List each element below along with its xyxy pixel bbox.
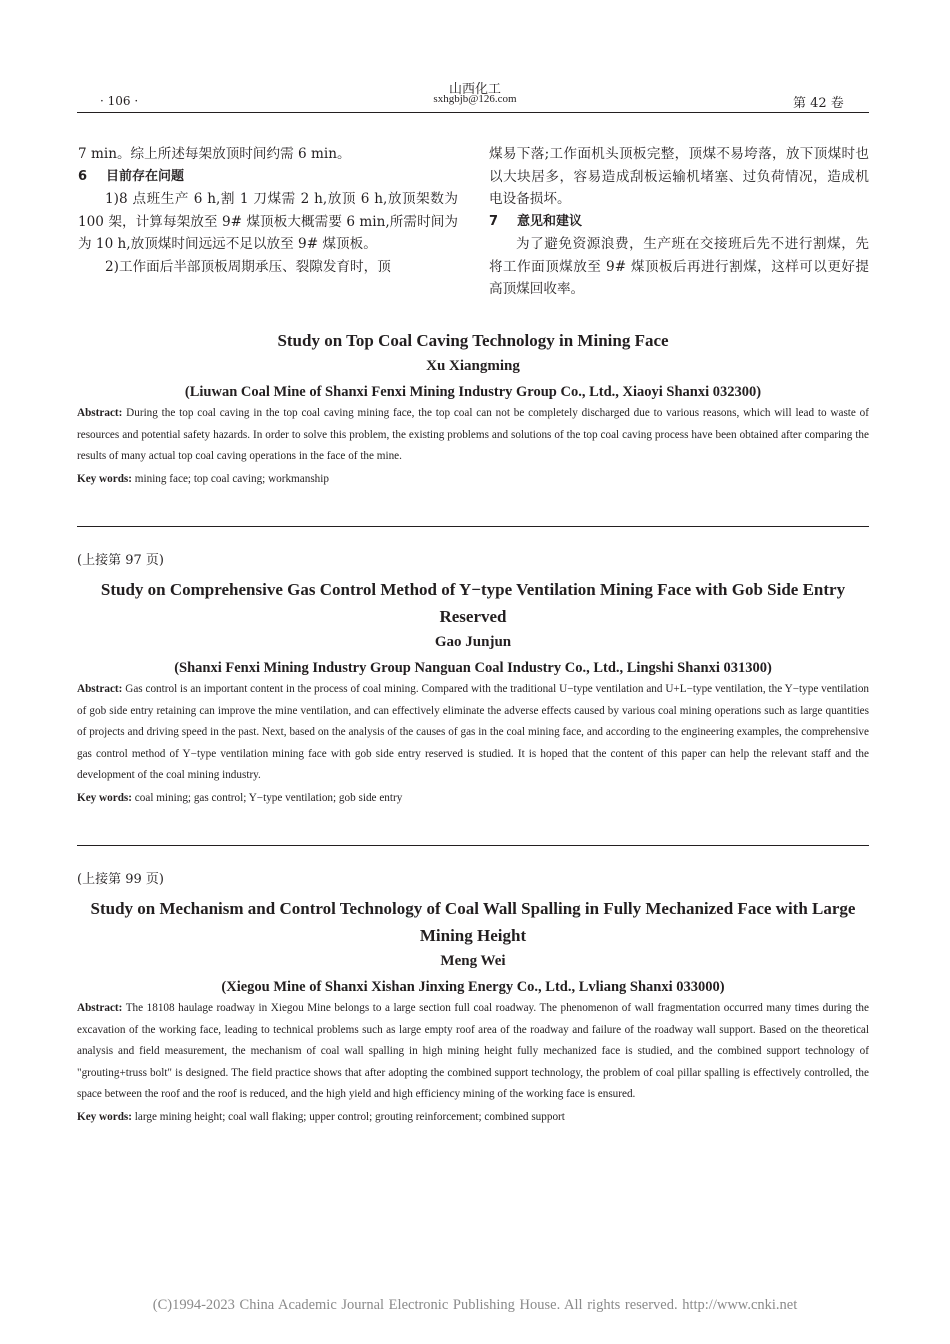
- paper-keywords: [77, 1108, 869, 1126]
- page-number: · 106 ·: [100, 94, 139, 108]
- section-number: 6: [78, 168, 88, 184]
- keywords-text: mining face; top coal caving; workmanship: [134, 472, 329, 485]
- paper-author: Gao Junjun: [434, 634, 512, 650]
- header-divider: [77, 112, 869, 113]
- left-column: [78, 143, 458, 278]
- copyright-footer: (C)1994-2023 China Academic Journal Electronic Publishing House. All rights reserved. http://www.cnki.net: [152, 1297, 798, 1313]
- abstract-label: Abstract:: [77, 407, 123, 419]
- paper-title: Study on Top Coal Caving Technology in Mining Face: [277, 331, 669, 350]
- keywords-label: Key words:: [77, 791, 132, 804]
- abstract-label: Abstract:: [77, 1002, 123, 1014]
- section-divider: [77, 845, 869, 846]
- section-divider: [77, 526, 869, 527]
- english-abstract-2: [77, 576, 869, 807]
- paper-affiliation: (Liuwan Coal Mine of Shanxi Fenxi Mining Industry Group Co., Ltd., Xiaoyi Shanxi 032300): [184, 384, 762, 400]
- section-title: 意见和建议: [517, 213, 583, 229]
- continuation-note: (上接第 99 页): [77, 872, 164, 887]
- paper-abstract: [77, 403, 869, 468]
- keywords-label: Key words:: [77, 472, 132, 485]
- journal-email: sxhgbjb@126.com: [433, 93, 517, 105]
- volume-label: 第 42 卷: [793, 96, 844, 111]
- paper-title: Study on Comprehensive Gas Control Method of Y−type Ventilation Mining Face with Gob Side Entry Reserved: [100, 580, 846, 626]
- paper-title: Study on Mechanism and Control Technology of Coal Wall Spalling in Fully Mechanized Face with Large Mining Height: [90, 899, 856, 945]
- paper-affiliation: (Xiegou Mine of Shanxi Xishan Jinxing Energy Co., Ltd., Lvliang Shanxi 033000): [221, 979, 725, 995]
- paragraph: 煤易下落;工作面机头顶板完整，顶煤不易垮落，放下顶煤时也以大块居多，容易造成刮板运输机堵塞、过负荷情况，造成机电设备损坏。: [489, 146, 869, 207]
- english-abstract-3: [77, 895, 869, 1126]
- section-number: 7: [489, 213, 499, 229]
- section-heading-6: [78, 166, 458, 189]
- keywords-text: coal mining; gas control; Y−type ventilation; gob side entry: [134, 791, 403, 804]
- paragraph: 为了避免资源浪费，生产班在交接班后先不进行割煤，先将工作面顶煤放至 9# 煤顶板后再进行割煤，这样可以更好提高顶煤回收率。: [489, 236, 869, 297]
- paper-keywords: [77, 789, 869, 807]
- abstract-text: The 18108 haulage roadway in Xiegou Mine belongs to a large section full coal roadway. The phenomenon of wall fragmentation occurred many times during the excavation of the working face, leading to technical problems such as large empty roof area of the roadway and failure of the roadway wall support. Based on the theoretical analysis and field measurement, the mechanism of coal wall spalling in high mining height fully mechanized face is studied, and the combined support technology of "grouting+truss bolt" is designed. The field practice shows that after adopting the combined support technology, the problem of coal pillar spalling is effectively controlled, the space between the roof and the roof is reduced, and the high yield and high efficiency mining of the working face is ensured.: [77, 1002, 869, 1101]
- section-title: 目前存在问题: [106, 168, 185, 184]
- section-heading-7: [489, 211, 869, 234]
- paragraph: 7 min。综上所述每架放顶时间约需 6 min。: [78, 146, 351, 162]
- paper-keywords: [77, 470, 869, 488]
- paragraph: 2)工作面后半部顶板周期承压、裂隙发育时，顶: [105, 258, 391, 275]
- paper-author: Meng Wei: [440, 953, 506, 969]
- abstract-text: Gas control is an important content in the process of coal mining. Compared with the traditional U−type ventilation and U+L−type ventilation, the Y−type ventilation of gob side entry retaining can improve the mine ventilation, and can effectively eliminate the adverse effects caused by various coal mining operations such as large quantities of projects and driving speed in the past. Next, based on the analysis of the causes of gas in the coal mining face, and according to the engineering examples, the comprehensive gas control method of Y−type ventilation mining face with gob side entry reserved is studied. It is hoped that the content of this paper can help the relevant staff and the development of the coal mining industry.: [77, 683, 870, 782]
- journal-name: 山西化工: [448, 82, 501, 97]
- abstract-text: During the top coal caving in the top coal caving mining face, the top coal can not be completely discharged due to various reasons, which will lead to waste of resources and potential safety hazards. In order to solve this problem, the existing problems and solutions of the top coal caving process have been obtained after comparing the results of many actual top coal caving operations in the face of the mine.: [77, 407, 869, 463]
- paragraph: 1)8 点班生产 6 h,割 1 刀煤需 2 h,放顶 6 h,放顶架数为 100 架，计算每架放至 9# 煤顶板大概需要 6 min,所需时间为为 10 h,放顶煤时间远远不足以放至 9# 煤顶板。: [78, 191, 458, 252]
- keywords-label: Key words:: [77, 1110, 132, 1123]
- paper-abstract: [77, 679, 869, 787]
- continuation-note: (上接第 97 页): [77, 553, 164, 568]
- keywords-text: large mining height; coal wall flaking; upper control; grouting reinforcement; combined support: [134, 1110, 565, 1123]
- paper-abstract: [77, 998, 869, 1106]
- abstract-label: Abstract:: [77, 683, 123, 695]
- right-column: [489, 143, 869, 301]
- english-abstract-1: [77, 327, 869, 488]
- paper-affiliation: (Shanxi Fenxi Mining Industry Group Nanguan Coal Industry Co., Ltd., Lingshi Shanxi 031300): [174, 660, 772, 676]
- paper-author: Xu Xiangming: [426, 358, 520, 374]
